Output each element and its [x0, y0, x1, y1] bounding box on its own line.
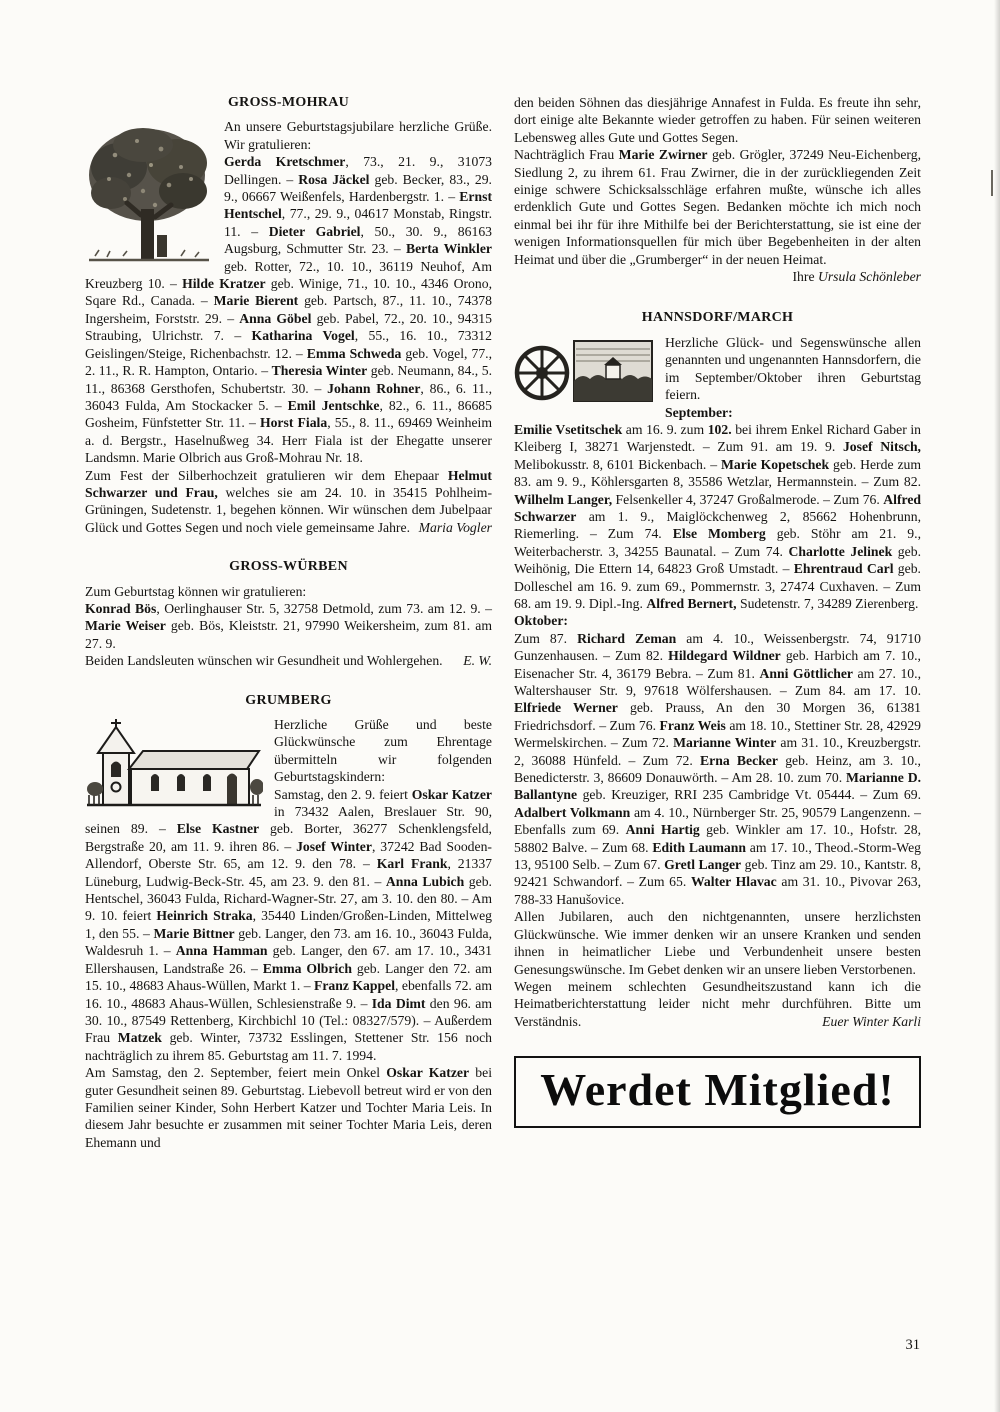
gross-wuerben-birthday-list: Konrad Bös, Oerlinghauser Str. 5, 32758 Detmold, zum 73. am 12. 9. – Marie Weiser geb. Bös, Kleiststr. 21, 97990 Weikersheim, zum 81. am 27. 9.: [85, 600, 492, 651]
section-grumberg-continued: [514, 94, 921, 285]
hannsdorf-heading: HANNSDORF/MARCH: [641, 310, 794, 326]
grumberg-story-continuation: den beiden Söhnen das diesjährige Annafest in Fulda. Es freute ihn sehr, dort einige alte Bekannte wieder getroffen zu haben. Für seinen weiteren Lebensweg alles Gute und Gottes Segen.: [514, 95, 921, 145]
right-column: [514, 94, 921, 1128]
september-birthday-list: Emilie Vsetitschek am 16. 9. zum 102. bei ihrem Enkel Richard Gaber in Kleiberg I, 38271 Warjenstedt. – Zum 91. am 19. 9. Josef Nitsch, Melibokusstr. 8, 6101 Bickenbach. – Marie Kopetschek geb. Herde zum 83. am 9. 9., Köhlersgarten 8, 35586 Wetzlar, Hermannstein. – Zum 82. Wilhelm Langer, Felsenkeller 4, 37247 Großalmerode. – Zum 76. Alfred Schwarzer am 1. 9., Maiglöckchenweg 2, 85662 Hohenbrunn, Riemerling. – Zum 74. Else Momberg geb. Stöhr am 21. 9., Weiterbacherstr. 3, 34255 Baunatal. – Zum 74. Charlotte Jelinek geb. Weihönig, Die Ettern 14, 64823 Groß Umstadt. – Ehrentraud Carl geb. Dolleschel am 16. 9. zum 69., Pommernstr. 3, 27474 Cuxhaven. – Zum 68. am 19. 9. Dipl.-Ing. Alfred Bernert, Sudetenstr. 7, 34289 Zierenberg.: [514, 421, 922, 611]
gross-mohrau-heading: GROSS-MOHRAU: [227, 95, 350, 110]
section-gross-mohrau: [85, 94, 492, 536]
grumberg-intro: Herzliche Grüße und beste Glückwünsche zum Ehrentage übermitteln wir folgenden Geburtstagskindern:: [274, 717, 492, 785]
oktober-subheading: Oktober:: [514, 613, 568, 629]
section-grumberg: [85, 692, 492, 1152]
print-registration-mark: [991, 170, 993, 196]
hannsdorf-crest-illustration: [514, 335, 654, 407]
grumberg-zwirner-paragraph: Nachträglich Frau Marie Zwirner geb. Grögler, 37249 Neu-Eichenberg, Siedlung 2, zu ihrem 61. Frau Zwirner, die in der zurückliegenden Zeit einige schwere Schicksalsschläge erfahren mußte, wünsche ich alles erdenklich Gute und Gottes Segen. Bedanken möchte ich mich noch einmal bei ihr für ihre Mithilfe bei der Berichterstattung, sie ist eine der wenigen Informationsquellen für mich über Begebenheiten in der alten Heimat und über die „Grumberger“ in der neuen Heimat.: [514, 147, 921, 267]
gross-mohrau-silver-wedding: [85, 467, 492, 537]
signature-e-w: E. W.: [463, 653, 492, 669]
closing-text: Beiden Landsleuten wünschen wir Gesundheit und Wohlergehen.: [85, 653, 443, 669]
section-hannsdorf-march: [514, 309, 921, 1030]
grumberg-katzer-story: Am Samstag, den 2. September, feiert mein Onkel Oskar Katzer bei guter Gesundheit seinen 89. Geburtstag. Liebevoll betreut wird er von den Familien seiner Kinder, Sohn Herbert Katzer und Tochter Maria Leis. In diesem Jahr besuchte er zusammen mit seiner Tochter Maria Leis, deren Ehemann und: [85, 1065, 492, 1150]
september-subheading: September:: [665, 404, 733, 420]
silver-wedding-text: Zum Fest der Silberhochzeit gratulieren wir dem Ehepaar Helmut Schwarzer und Frau, welches sie am 24. 10. in 35415 Pohlheim-Grüningen, Sudetenstr. 1, begehen können. Wir wünschen dem Jubelpaar Glück und Gottes Segen und noch viele gemeinsame Jahre.: [85, 467, 493, 535]
membership-appeal-text: Werdet Mitglied!: [540, 1064, 895, 1116]
left-column: [85, 94, 492, 1166]
section-gross-wuerben: [85, 558, 492, 669]
gross-wuerben-closing: [85, 652, 492, 669]
gross-wuerben-intro: Zum Geburtstag können wir gratulieren:: [85, 583, 307, 599]
oktober-birthday-list: Zum 87. Richard Zeman am 4. 10., Weissenbergstr. 74, 91710 Gunzenhausen. – Zum 82. Hildegard Wildner geb. Harbich am 7. 10., Eisenacher Str. 4, 36179 Bebra. – Zum 81. Anni Göttlicher am 27. 10., Waltershauser Str. 9, 97618 Wölfershausen. – Zum 84. am 17. 10. Elfriede Werner geb. Prauss, An den 30 Morgen 36, 61381 Friedrichsdorf. – Zum 76. Franz Weis am 18. 10., Stettiner Str. 28, 42929 Wermelskirchen. – Zum 72. Marianne Winter am 31. 10., Kreuzbergstr. 2, 36088 Hünfeld. – Zum 72. Erna Becker geb. Heinz, am 3. 10., Benedicterstr. 3, 86609 Donauwörth. – Am 28. 10. zum 70. Marianne D. Ballantyne geb. Kreuziger, RRI 235 Cambridge Vt. 05444. – Zum 69. Adalbert Volkmann am 4. 10., Nürnberger Str. 25, 90579 Langenzenn. – Ebenfalls zum 69. Anni Hartig geb. Winkler am 17. 10., Hofstr. 28, 58802 Balve. – Zum 68. Edith Laumann am 17. 10., Theod.-Storm-Weg 13, 95100 Selb. – Zum 67. Gretl Langer geb. Tinz am 29. 10., Kantstr. 8, 92421 Schwandorf. – Zum 65. Walter Hlavac am 31. 10., Pivovar 263, 788-33 Hanušovice.: [514, 630, 922, 907]
health-note-text: Wegen meinem schlechten Gesundheitszustand kann ich die Heimatberichterstattung leider nicht mehr durchführen. Bitte um Verständnis.: [514, 978, 921, 1029]
gross-mohrau-intro: An unsere Geburtstagsjubilare herzliche Grüße. Wir gratulieren:: [224, 119, 492, 152]
signature-ursula-schoenleber: Ihre Ursula Schönleber: [792, 269, 921, 285]
membership-appeal-box: [514, 1056, 921, 1128]
church-illustration: [85, 717, 263, 809]
signature-winter-karli: Euer Winter Karli: [822, 1013, 921, 1029]
hannsdorf-health-note: [514, 978, 921, 1030]
signature-maria-vogler: Maria Vogler: [418, 519, 492, 535]
page-number: 31: [905, 1337, 920, 1353]
scan-edge-shadow: [994, 0, 1000, 1412]
hannsdorf-intro: Herzliche Glück- und Segenswünsche allen genannten und ungenannten Hannsdorfern, die im September/Oktober ihren Geburtstag feiern.: [665, 334, 921, 403]
gross-wuerben-heading: GROSS-WÜRBEN: [229, 559, 348, 575]
grumberg-heading: GRUMBERG: [245, 692, 332, 708]
gross-mohrau-birthday-list: Gerda Kretschmer, 73., 21. 9., 31073 Dellingen. – Rosa Jäckel geb. Becker, 83., 29. 9., 06667 Weißenfels, Hardenbergstr. 1. – Ernst Hentschel, 77., 29. 9., 04617 Monstab, Ringstr. 11. – Dieter Gabriel, 50., 30. 9., 86163 Augsburg, Schmutter Str. 23. – Berta Winkler geb. Rotter, 72., 10. 10., 36119 Neuhof, Am Kreuzberg 10. – Hilde Kratzer geb. Winige, 71., 10. 10., 4346 Orono, Sqare Rd., Canada. – Marie Bierent geb. Partsch, 87., 11. 10., 74378 Ingersheim, Forststr. 29. – Anna Göbel geb. Pabel, 72., 20. 10., 94315 Straubing, Ulrichstr. 7. – Katharina Vogel, 55., 16. 10., 73312 Geislingen/Steige, Richenbachstr. 12. – Emma Schweda geb. Vogel, 77., 2. 11., R. R. Hampton, Ontario. – Theresia Winter geb. Neumann, 84., 5. 11., 86368 Gersthofen, Schubertstr. 30. – Johann Rohner, 86., 6. 11., 36043 Fulda, Am Stockacker 5. – Emil Jentschke, 82., 6. 11., 86685 Gosheim, Fünfstetter Str. 11. – Horst Fiala, 55., 8. 11., 69469 Weinheim a. d. Bergstr., Haselnußweg 34. Herr Fiala ist der Ehegatte unserer Landsmn. Marie Olbrich aus Groß-Mohrau Nr. 18.: [85, 154, 493, 466]
grumberg-birthday-list: Samstag, den 2. 9. feiert Oskar Katzer in 73432 Aalen, Breslauer Str. 90, seinen 89. – Else Kastner geb. Borter, 36277 Schenklengsfeld, Bergstraße 20, am 11. 9. ihren 86. – Josef Winter, 37242 Bad Sooden-Allendorf, Oberste Str. 65, am 12. 9. den 78. – Karl Frank, 21337 Lüneburg, Ludwig-Beck-Str. 45, am 23. 9. den 81. – Anna Lubich geb. Hentschel, 36043 Fulda, Richard-Wagner-Str. 27, am 3. 10. den 80. – Am 9. 10. feiert Heinrich Straka, 35440 Linden/Großen-Linden, Mittelweg 1, den 55. – Marie Bittner geb. Langer, den 73. am 16. 10., 36043 Fulda, Waldesruh 1. – Anna Hamman geb. Langer, den 67. am 17. 10., 3431 Ellershausen, Landstraße 26. – Emma Olbrich geb. Langer den 72. am 15. 10., 48683 Ahaus-Wüllen, Markt 1. – Franz Kappel, ebenfalls 72. am 16. 10., 48683 Ahaus-Wüllen, Schlesienstraße 9. – Ida Dimt den 96. am 30. 10., 87549 Rettenberg, Kirchbichl 10 (Tel.: 08327/579). – Außerdem Frau Matzek geb. Winter, 73732 Esslingen, Stettener Str. 156 noch nachträglich zu ihrem 85. Geburtstag am 11. 7. 1994.: [85, 786, 493, 1063]
hannsdorf-closing: Allen Jubilaren, auch den nichtgenannten, unsere herzlichsten Glückwünsche. Wie immer denken wir an unsere Kranken und senden ihnen in heimatlicher Liebe und Verbundenheit unsere besten Genesungswünsche. Im Gebet denken wir an unsere lieben Verstorbenen.: [514, 909, 921, 977]
tree-illustration: [85, 119, 213, 267]
